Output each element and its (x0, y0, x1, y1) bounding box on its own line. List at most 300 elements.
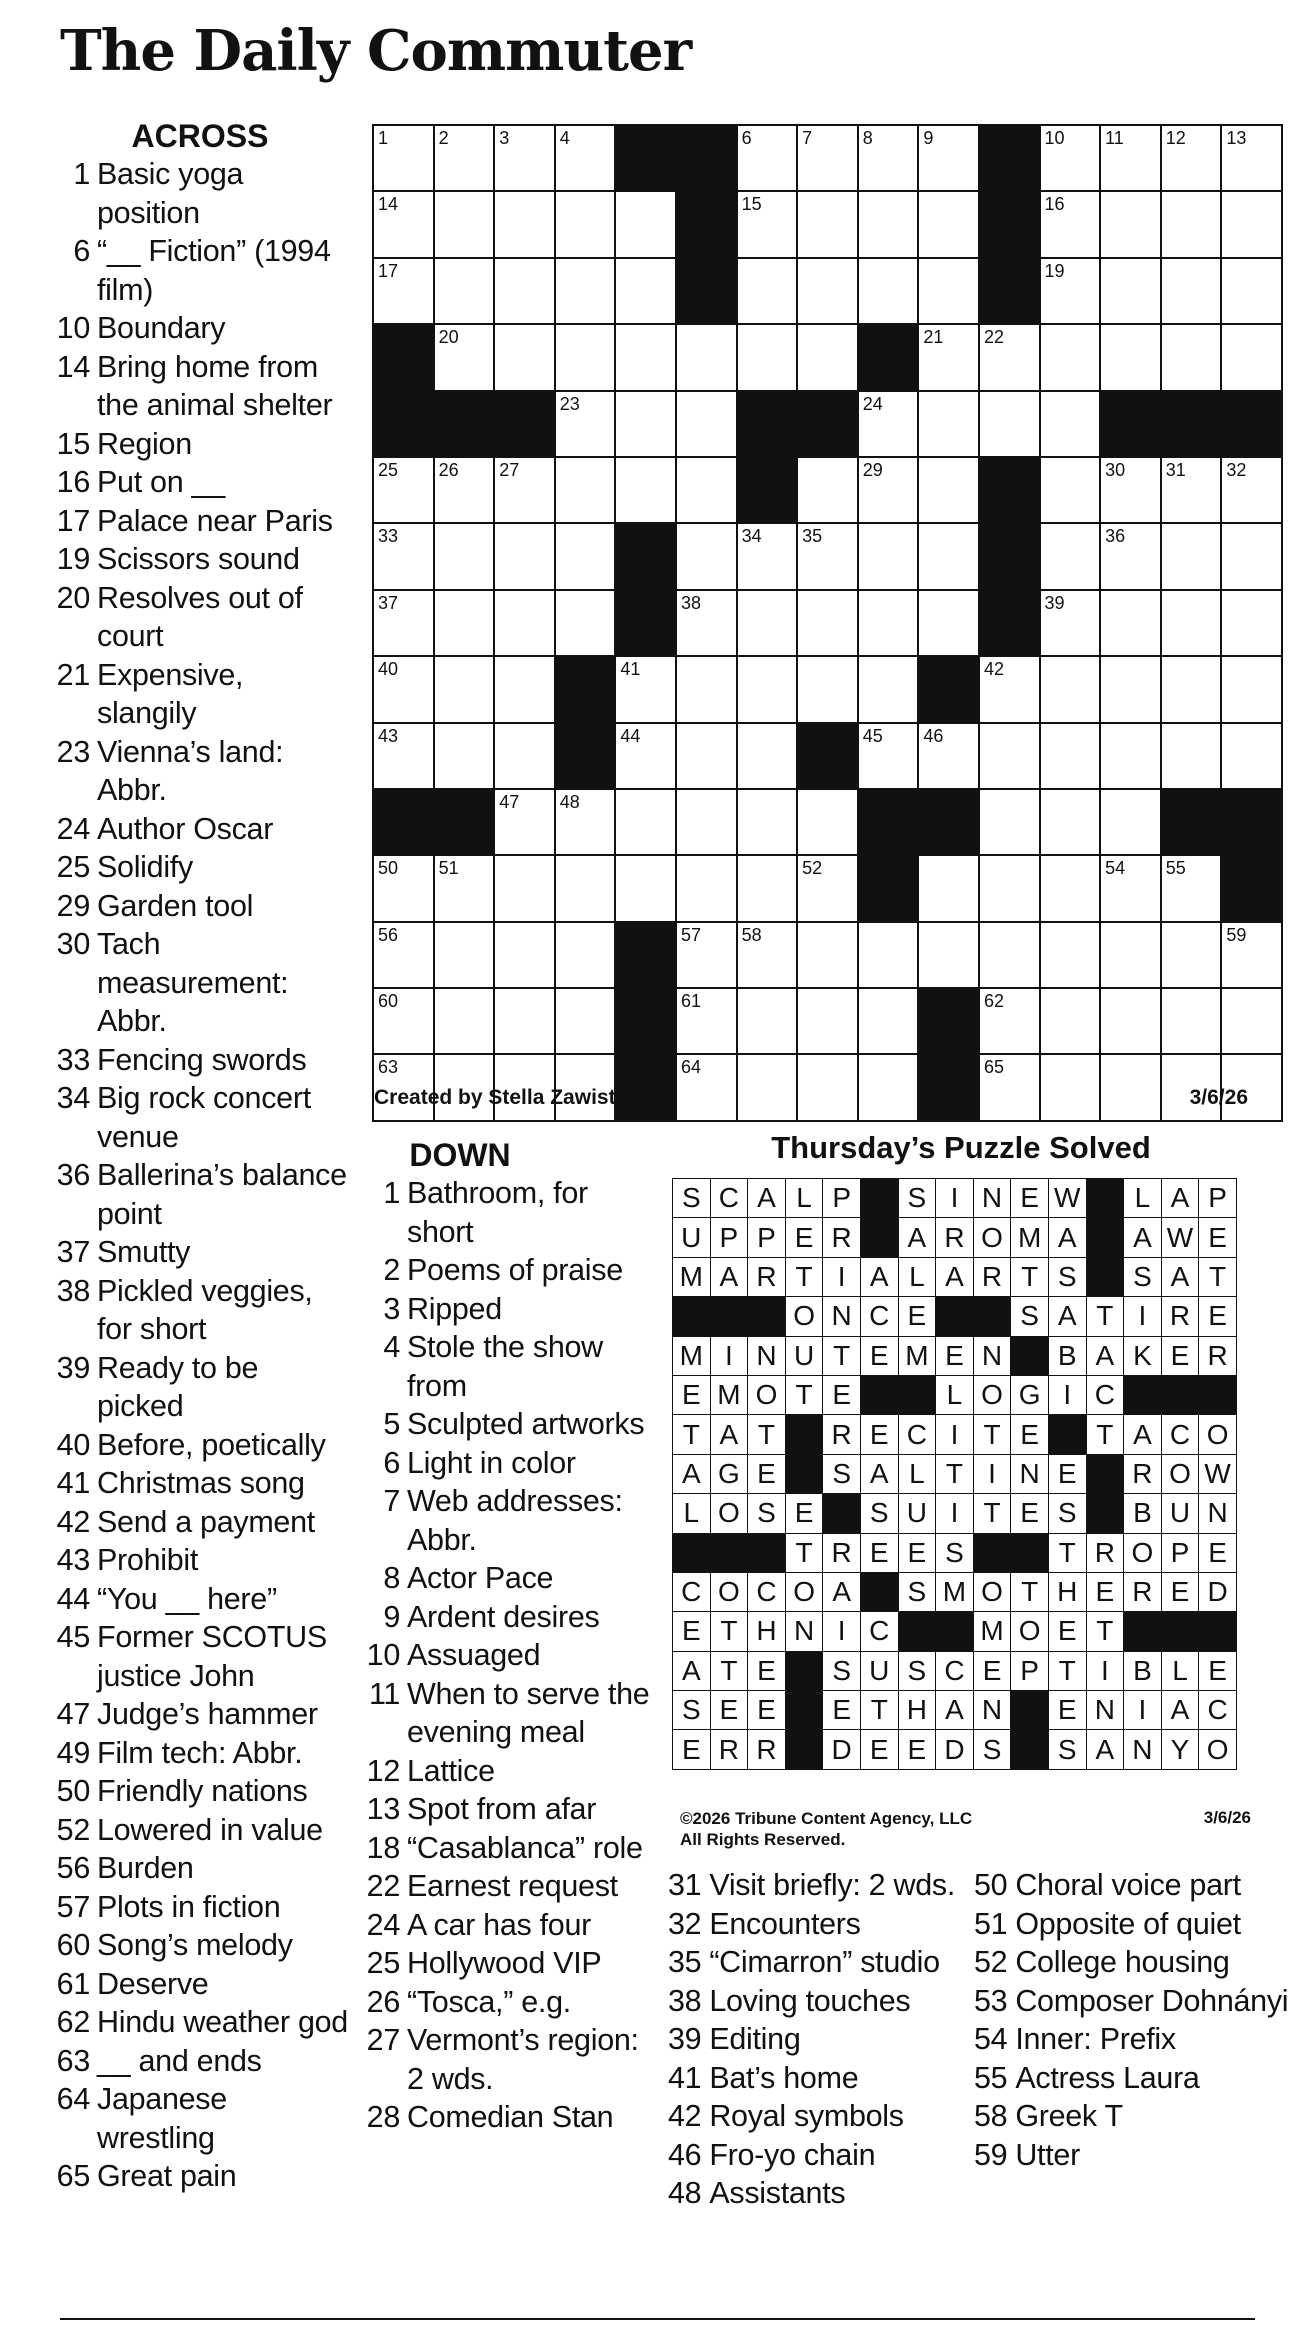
grid-cell[interactable] (797, 324, 858, 390)
grid-cell[interactable] (1100, 258, 1161, 324)
clue-item (360, 1829, 660, 1868)
grid-cell[interactable] (858, 723, 919, 789)
grid-cell[interactable] (1161, 723, 1222, 789)
grid-cell[interactable] (1221, 457, 1282, 523)
grid-cell[interactable] (676, 789, 737, 855)
grid-cell[interactable] (797, 523, 858, 589)
clue-number: 55 (974, 2060, 1008, 2095)
grid-cell[interactable] (1221, 191, 1282, 257)
grid-cell[interactable] (494, 324, 555, 390)
grid-cell[interactable] (858, 523, 919, 589)
grid-cell[interactable] (737, 258, 798, 324)
clue-item (974, 2097, 1294, 2136)
grid-cell[interactable] (555, 324, 616, 390)
grid-cell[interactable] (676, 324, 737, 390)
clue-text: Hindu weather god (97, 2005, 348, 2039)
grid-cell[interactable] (979, 855, 1040, 921)
clue-number: 18 (366, 1830, 400, 1865)
grid-cell[interactable] (797, 457, 858, 523)
grid-cell[interactable] (373, 457, 434, 523)
clue-number: 41 (56, 1466, 90, 1500)
clue-number: 52 (974, 1945, 1008, 1979)
clue-text: Vermont’s region: 2 wds. (407, 2023, 639, 2096)
solved-black-square (1086, 1179, 1124, 1218)
grid-cell[interactable] (918, 855, 979, 921)
grid-cell[interactable] (797, 789, 858, 855)
grid-cell[interactable] (373, 988, 434, 1054)
clue-number: 28 (366, 2100, 400, 2134)
grid-cell[interactable] (797, 590, 858, 656)
grid-cell[interactable] (434, 988, 495, 1054)
grid-cell[interactable] (858, 656, 919, 722)
grid-cell[interactable] (1040, 656, 1101, 722)
grid-cell[interactable] (373, 855, 434, 921)
across-heading: ACROSS (131, 118, 269, 154)
grid-cell[interactable] (1100, 789, 1161, 855)
grid-cell[interactable] (979, 988, 1040, 1054)
clue-number: 36 (56, 1158, 90, 1192)
clue-text: Encounters (709, 1906, 861, 1941)
clue-text: “You __ here” (97, 1581, 277, 1616)
down-heading: DOWN (409, 1137, 511, 1173)
clue-text: Greek T (1015, 2099, 1123, 2133)
solved-letter: I (1048, 1375, 1086, 1414)
solved-letter: P (1199, 1179, 1237, 1218)
grid-cell[interactable] (434, 656, 495, 722)
grid-cell[interactable] (434, 191, 495, 257)
grid-cell[interactable] (615, 855, 676, 921)
grid-cell[interactable] (1040, 391, 1101, 457)
cell-number: 54 (1105, 858, 1126, 879)
grid-cell[interactable] (1221, 656, 1282, 722)
clue-number: 39 (56, 1350, 90, 1385)
grid-cell[interactable] (737, 789, 798, 855)
clue-number: 50 (56, 1774, 90, 1808)
grid-cell[interactable] (1040, 988, 1101, 1054)
solved-black-square (1086, 1494, 1124, 1533)
solved-letter: O (748, 1375, 786, 1414)
solved-letter: O (1199, 1730, 1237, 1769)
cell-number: 64 (680, 1057, 701, 1078)
grid-cell[interactable] (555, 855, 616, 921)
solved-letter: N (973, 1179, 1011, 1218)
grid-cell[interactable] (797, 1054, 858, 1120)
grid-cell[interactable] (979, 789, 1040, 855)
grid-cell[interactable] (1100, 1054, 1161, 1120)
grid-cell[interactable] (676, 922, 737, 988)
grid-cell[interactable] (676, 988, 737, 1054)
solved-black-square (785, 1651, 823, 1690)
clue-item (50, 540, 350, 579)
solved-letter: T (748, 1415, 786, 1454)
solved-letter: B (1124, 1651, 1162, 1690)
solved-letter: T (1199, 1257, 1237, 1296)
grid-cell[interactable] (676, 457, 737, 523)
clue-item (50, 2003, 350, 2042)
grid-cell[interactable] (858, 988, 919, 1054)
grid-cell[interactable] (1161, 191, 1222, 257)
clue-number: 44 (56, 1581, 90, 1616)
grid-cell[interactable] (737, 590, 798, 656)
solved-letter: T (1048, 1651, 1086, 1690)
solved-black-square (748, 1533, 786, 1572)
grid-cell[interactable] (1221, 922, 1282, 988)
black-square (979, 258, 1040, 324)
grid-cell[interactable] (494, 523, 555, 589)
grid-cell[interactable] (1161, 258, 1222, 324)
grid-cell[interactable] (979, 1054, 1040, 1120)
solved-letter: A (1048, 1218, 1086, 1257)
grid-cell[interactable] (858, 125, 919, 191)
grid-cell[interactable] (555, 391, 616, 457)
black-square (918, 988, 979, 1054)
grid-cell[interactable] (858, 258, 919, 324)
grid-cell[interactable] (858, 391, 919, 457)
grid-cell[interactable] (434, 855, 495, 921)
grid-cell[interactable] (1040, 523, 1101, 589)
grid-cell[interactable] (373, 523, 434, 589)
solved-letter: I (936, 1179, 974, 1218)
grid-cell[interactable] (737, 723, 798, 789)
grid-cell[interactable] (676, 656, 737, 722)
grid-cell[interactable] (373, 258, 434, 324)
grid-cell[interactable] (1161, 125, 1222, 191)
solved-black-square (1086, 1257, 1124, 1296)
grid-cell[interactable] (434, 523, 495, 589)
grid-cell[interactable] (494, 191, 555, 257)
clue-item (50, 1734, 350, 1773)
grid-cell[interactable] (434, 590, 495, 656)
solved-letter: U (1161, 1494, 1199, 1533)
grid-cell[interactable] (737, 855, 798, 921)
solved-letter: E (860, 1415, 898, 1454)
grid-cell[interactable] (918, 324, 979, 390)
grid-cell[interactable] (494, 922, 555, 988)
grid-cell[interactable] (979, 324, 1040, 390)
clue-number: 49 (56, 1735, 90, 1770)
grid-cell[interactable] (918, 723, 979, 789)
solved-black-square (748, 1297, 786, 1336)
grid-cell[interactable] (1161, 922, 1222, 988)
grid-cell[interactable] (434, 324, 495, 390)
solved-letter: E (1048, 1691, 1086, 1730)
clue-text: Sculpted artworks (407, 1407, 645, 1441)
grid-cell[interactable] (434, 457, 495, 523)
grid-cell[interactable] (494, 723, 555, 789)
grid-cell[interactable] (676, 855, 737, 921)
grid-cell[interactable] (858, 457, 919, 523)
clue-item (50, 1849, 350, 1888)
solved-black-square (823, 1494, 861, 1533)
grid-cell[interactable] (737, 1054, 798, 1120)
grid-cell[interactable] (979, 391, 1040, 457)
grid-cell[interactable] (918, 391, 979, 457)
grid-cell[interactable] (1161, 457, 1222, 523)
solved-letter: A (673, 1454, 711, 1493)
grid-cell[interactable] (373, 590, 434, 656)
grid-cell[interactable] (494, 855, 555, 921)
grid-cell[interactable] (434, 125, 495, 191)
crossword-grid (372, 124, 1283, 1122)
grid-cell[interactable] (1100, 922, 1161, 988)
grid-cell[interactable] (979, 922, 1040, 988)
grid-cell[interactable] (1161, 855, 1222, 921)
clue-item (50, 2157, 350, 2196)
solved-letter: T (860, 1691, 898, 1730)
clue-number: 21 (56, 657, 90, 692)
grid-cell[interactable] (1100, 324, 1161, 390)
cell-number: 48 (559, 791, 580, 812)
grid-cell[interactable] (555, 125, 616, 191)
grid-cell[interactable] (1221, 125, 1282, 191)
grid-cell[interactable] (615, 723, 676, 789)
clue-number: 1 (383, 1176, 400, 1210)
grid-cell[interactable] (737, 922, 798, 988)
grid-cell[interactable] (1100, 191, 1161, 257)
grid-cell[interactable] (797, 656, 858, 722)
clue-number: 1 (73, 157, 90, 191)
solved-letter: E (898, 1297, 936, 1336)
grid-cell[interactable] (858, 922, 919, 988)
clue-item (50, 1079, 350, 1156)
grid-cell[interactable] (676, 391, 737, 457)
clue-number: 43 (56, 1543, 90, 1577)
clue-item (974, 1866, 1294, 1905)
grid-cell[interactable] (858, 191, 919, 257)
clue-number: 38 (668, 1983, 702, 2018)
grid-cell[interactable] (737, 191, 798, 257)
cell-number: 25 (378, 459, 399, 480)
grid-cell[interactable] (615, 391, 676, 457)
grid-cell[interactable] (1040, 457, 1101, 523)
grid-cell[interactable] (615, 258, 676, 324)
grid-cell[interactable] (918, 922, 979, 988)
grid-cell[interactable] (1040, 258, 1101, 324)
grid-cell[interactable] (373, 125, 434, 191)
grid-cell[interactable] (918, 258, 979, 324)
solved-letter: I (973, 1454, 1011, 1493)
grid-cell[interactable] (797, 191, 858, 257)
grid-cell[interactable] (615, 789, 676, 855)
grid-cell[interactable] (615, 457, 676, 523)
clue-item (50, 2042, 350, 2081)
clue-text: Japanese wrestling (97, 2082, 227, 2155)
grid-cell[interactable] (1100, 523, 1161, 589)
cell-number: 6 (741, 128, 752, 148)
solved-black-square (1199, 1375, 1237, 1414)
grid-cell[interactable] (797, 855, 858, 921)
grid-cell[interactable] (434, 258, 495, 324)
clue-item (668, 2174, 968, 2213)
grid-cell[interactable] (918, 590, 979, 656)
solved-letter: N (785, 1612, 823, 1651)
grid-cell[interactable] (737, 988, 798, 1054)
grid-cell[interactable] (1161, 324, 1222, 390)
clue-text: Stole the show from (407, 1330, 603, 1403)
grid-cell[interactable] (555, 191, 616, 257)
clue-item (360, 2021, 660, 2098)
cell-number: 43 (378, 725, 399, 746)
grid-cell[interactable] (797, 125, 858, 191)
grid-cell[interactable] (373, 656, 434, 722)
grid-cell[interactable] (1040, 125, 1101, 191)
grid-cell[interactable] (1161, 590, 1222, 656)
clue-text: Earnest request (407, 1869, 618, 1903)
solved-letter: E (710, 1691, 748, 1730)
grid-cell[interactable] (1040, 324, 1101, 390)
grid-cell[interactable] (434, 723, 495, 789)
solved-black-square (1011, 1730, 1049, 1769)
solved-letter: C (1086, 1375, 1124, 1414)
grid-cell[interactable] (1221, 258, 1282, 324)
grid-cell[interactable] (918, 125, 979, 191)
grid-cell[interactable] (918, 457, 979, 523)
grid-cell[interactable] (797, 922, 858, 988)
solved-black-square (1161, 1612, 1199, 1651)
grid-cell[interactable] (737, 656, 798, 722)
grid-cell[interactable] (1100, 125, 1161, 191)
grid-cell[interactable] (373, 723, 434, 789)
grid-cell[interactable] (1100, 855, 1161, 921)
grid-cell[interactable] (1100, 723, 1161, 789)
grid-cell[interactable] (1040, 723, 1101, 789)
grid-cell[interactable] (1100, 988, 1161, 1054)
clue-item (668, 2059, 968, 2098)
grid-cell[interactable] (494, 590, 555, 656)
grid-cell[interactable] (1040, 789, 1101, 855)
grid-cell[interactable] (555, 258, 616, 324)
clue-number: 13 (366, 1792, 400, 1826)
grid-cell[interactable] (979, 656, 1040, 722)
solved-letter: M (673, 1257, 711, 1296)
grid-cell[interactable] (494, 457, 555, 523)
grid-cell[interactable] (555, 457, 616, 523)
grid-cell[interactable] (1221, 324, 1282, 390)
grid-cell[interactable] (1040, 1054, 1101, 1120)
grid-cell[interactable] (373, 922, 434, 988)
solved-letter: E (673, 1612, 711, 1651)
grid-cell[interactable] (1221, 523, 1282, 589)
grid-cell[interactable] (1100, 457, 1161, 523)
black-square (373, 324, 434, 390)
grid-cell[interactable] (555, 922, 616, 988)
black-square (1221, 789, 1282, 855)
solved-letter: P (823, 1179, 861, 1218)
grid-cell[interactable] (555, 590, 616, 656)
grid-cell[interactable] (1161, 523, 1222, 589)
grid-cell[interactable] (797, 258, 858, 324)
grid-cell[interactable] (1100, 590, 1161, 656)
cell-number: 20 (438, 327, 459, 348)
cell-number: 10 (1044, 128, 1065, 148)
grid-cell[interactable] (1161, 656, 1222, 722)
solved-letter: E (1199, 1297, 1237, 1336)
grid-cell[interactable] (858, 1054, 919, 1120)
solved-letter: E (973, 1651, 1011, 1690)
grid-cell[interactable] (434, 922, 495, 988)
grid-cell[interactable] (676, 723, 737, 789)
grid-cell[interactable] (373, 191, 434, 257)
cell-number: 12 (1165, 128, 1186, 148)
grid-cell[interactable] (494, 789, 555, 855)
grid-cell[interactable] (918, 191, 979, 257)
solved-letter: A (936, 1257, 974, 1296)
grid-cell[interactable] (1221, 988, 1282, 1054)
clue-number: 25 (56, 850, 90, 884)
grid-cell[interactable] (1161, 988, 1222, 1054)
grid-cell[interactable] (555, 789, 616, 855)
clue-number: 10 (56, 311, 90, 345)
solved-letter: S (823, 1651, 861, 1690)
cell-number: 26 (438, 459, 459, 480)
solved-letter: S (1124, 1257, 1162, 1296)
grid-cell[interactable] (918, 523, 979, 589)
solved-letter: U (673, 1218, 711, 1257)
cell-number: 14 (378, 194, 399, 215)
solved-letter: E (1161, 1572, 1199, 1611)
grid-cell[interactable] (1040, 590, 1101, 656)
cell-number: 30 (1105, 459, 1126, 480)
grid-cell[interactable] (555, 523, 616, 589)
clue-item (360, 1444, 660, 1483)
grid-cell[interactable] (1040, 855, 1101, 921)
cell-number: 27 (499, 459, 520, 480)
solved-letter: L (1124, 1179, 1162, 1218)
black-square (858, 789, 919, 855)
solved-letter: M (1011, 1218, 1049, 1257)
grid-cell[interactable] (1100, 656, 1161, 722)
grid-cell[interactable] (979, 723, 1040, 789)
grid-cell[interactable] (1040, 922, 1101, 988)
clue-item (50, 309, 350, 348)
black-square (918, 789, 979, 855)
grid-cell[interactable] (555, 988, 616, 1054)
grid-cell[interactable] (737, 523, 798, 589)
solved-letter: R (1161, 1297, 1199, 1336)
grid-cell[interactable] (737, 324, 798, 390)
grid-cell[interactable] (615, 191, 676, 257)
clue-number: 56 (56, 1851, 90, 1885)
grid-cell[interactable] (615, 656, 676, 722)
solved-letter: T (1086, 1297, 1124, 1336)
grid-cell[interactable] (737, 125, 798, 191)
grid-cell[interactable] (797, 988, 858, 1054)
solved-letter: E (860, 1730, 898, 1769)
grid-cell[interactable] (676, 523, 737, 589)
grid-cell[interactable] (1040, 191, 1101, 257)
clue-number: 34 (56, 1081, 90, 1115)
grid-cell[interactable] (494, 258, 555, 324)
grid-cell[interactable] (1221, 590, 1282, 656)
solved-letter: T (785, 1533, 823, 1572)
grid-cell[interactable] (858, 590, 919, 656)
cell-number: 35 (802, 526, 823, 547)
grid-cell[interactable] (676, 1054, 737, 1120)
grid-cell[interactable] (676, 590, 737, 656)
solved-letter: A (936, 1691, 974, 1730)
cell-number: 34 (741, 526, 762, 547)
black-square (737, 457, 798, 523)
clue-text: Former SCOTUS justice John (97, 1620, 327, 1693)
grid-cell[interactable] (494, 125, 555, 191)
grid-cell[interactable] (1221, 723, 1282, 789)
grid-cell[interactable] (615, 324, 676, 390)
grid-cell[interactable] (494, 988, 555, 1054)
black-square (797, 391, 858, 457)
solved-letter: T (1011, 1257, 1049, 1296)
clue-text: Garden tool (97, 888, 254, 923)
grid-cell[interactable] (494, 656, 555, 722)
